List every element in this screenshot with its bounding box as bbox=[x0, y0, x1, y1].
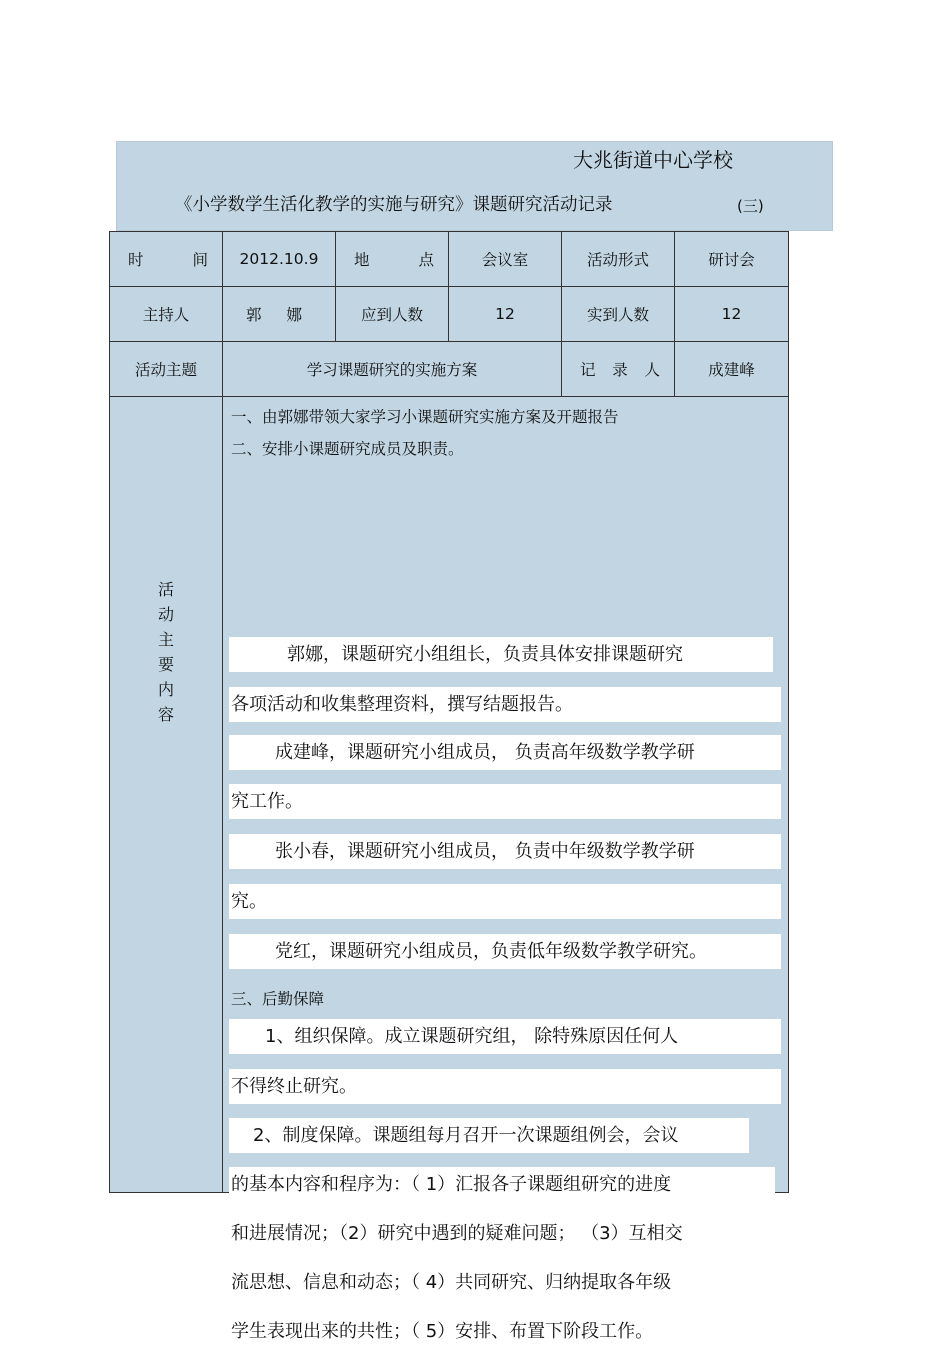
support-line: 2、制度保障。课题组每月召开一次课题组例会，会议 bbox=[229, 1118, 749, 1153]
school-name: 大兆街道中心学校 bbox=[573, 148, 733, 172]
duty-line: 张小春，课题研究小组成员， 负责中年级数学教学研 bbox=[229, 834, 781, 869]
theme-label: 活动主题 bbox=[110, 342, 223, 397]
content-label: 活动主要内容 bbox=[157, 580, 174, 724]
recorder-value: 成建峰 bbox=[675, 342, 789, 397]
time-label: 时 间 bbox=[110, 232, 223, 287]
duty-line: 党红，课题研究小组成员，负责低年级数学教学研究。 bbox=[229, 934, 781, 969]
support-line: 学生表现出来的共性；（ 5）安排、布置下阶段工作。 bbox=[229, 1314, 757, 1349]
host-label: 主持人 bbox=[110, 287, 223, 342]
support-line: 和进展情况；（2）研究中遇到的疑难问题； （3）互相交 bbox=[229, 1216, 779, 1251]
content-item-1: 一、由郭娜带领大家学习小课题研究实施方案及开题报告 bbox=[231, 408, 619, 426]
host-value: 郭 娜 bbox=[223, 287, 336, 342]
actual-count-value: 12 bbox=[675, 287, 789, 342]
time-value: 2012.10.9 bbox=[223, 232, 336, 287]
content-item-3: 三、后勤保障 bbox=[231, 990, 325, 1008]
support-line: 1、组织保障。成立课题研究组， 除特殊原因任何人 bbox=[229, 1019, 781, 1054]
place-label: 地 点 bbox=[336, 232, 449, 287]
support-line: 的基本内容和程序为：（ 1）汇报各子课题组研究的进度 bbox=[229, 1167, 775, 1202]
table-row bbox=[110, 232, 789, 287]
duty-line: 究工作。 bbox=[229, 784, 781, 819]
table-row bbox=[110, 287, 789, 342]
expected-count-value: 12 bbox=[449, 287, 562, 342]
record-header bbox=[116, 141, 833, 231]
form-label: 活动形式 bbox=[562, 232, 675, 287]
support-line: 流思想、信息和动态；（ 4）共同研究、归纳提取各年级 bbox=[229, 1265, 769, 1300]
content-cell bbox=[223, 397, 789, 1342]
theme-value: 学习课题研究的实施方案 bbox=[223, 342, 562, 397]
form-value: 研讨会 bbox=[675, 232, 789, 287]
table-row bbox=[110, 397, 789, 1193]
place-value: 会议室 bbox=[449, 232, 562, 287]
record-sequence: (三) bbox=[737, 197, 764, 215]
duty-line: 各项活动和收集整理资料，撰写结题报告。 bbox=[229, 687, 781, 722]
duty-line: 成建峰，课题研究小组成员， 负责高年级数学教学研 bbox=[229, 735, 781, 770]
support-line: 不得终止研究。 bbox=[229, 1069, 781, 1104]
content-item-2: 二、安排小课题研究成员及职责。 bbox=[231, 440, 464, 458]
table-row bbox=[110, 342, 789, 397]
duty-line: 郭娜，课题研究小组组长，负责具体安排课题研究 bbox=[229, 637, 773, 672]
recorder-label: 记 录 人 bbox=[562, 342, 675, 397]
actual-count-label: 实到人数 bbox=[562, 287, 675, 342]
duty-line: 究。 bbox=[229, 884, 781, 919]
expected-count-label: 应到人数 bbox=[336, 287, 449, 342]
document-title: 《小学数学生活化教学的实施与研究》课题研究活动记录 bbox=[175, 195, 613, 215]
activity-record-table bbox=[109, 231, 789, 1342]
content-label-cell bbox=[110, 397, 223, 1193]
